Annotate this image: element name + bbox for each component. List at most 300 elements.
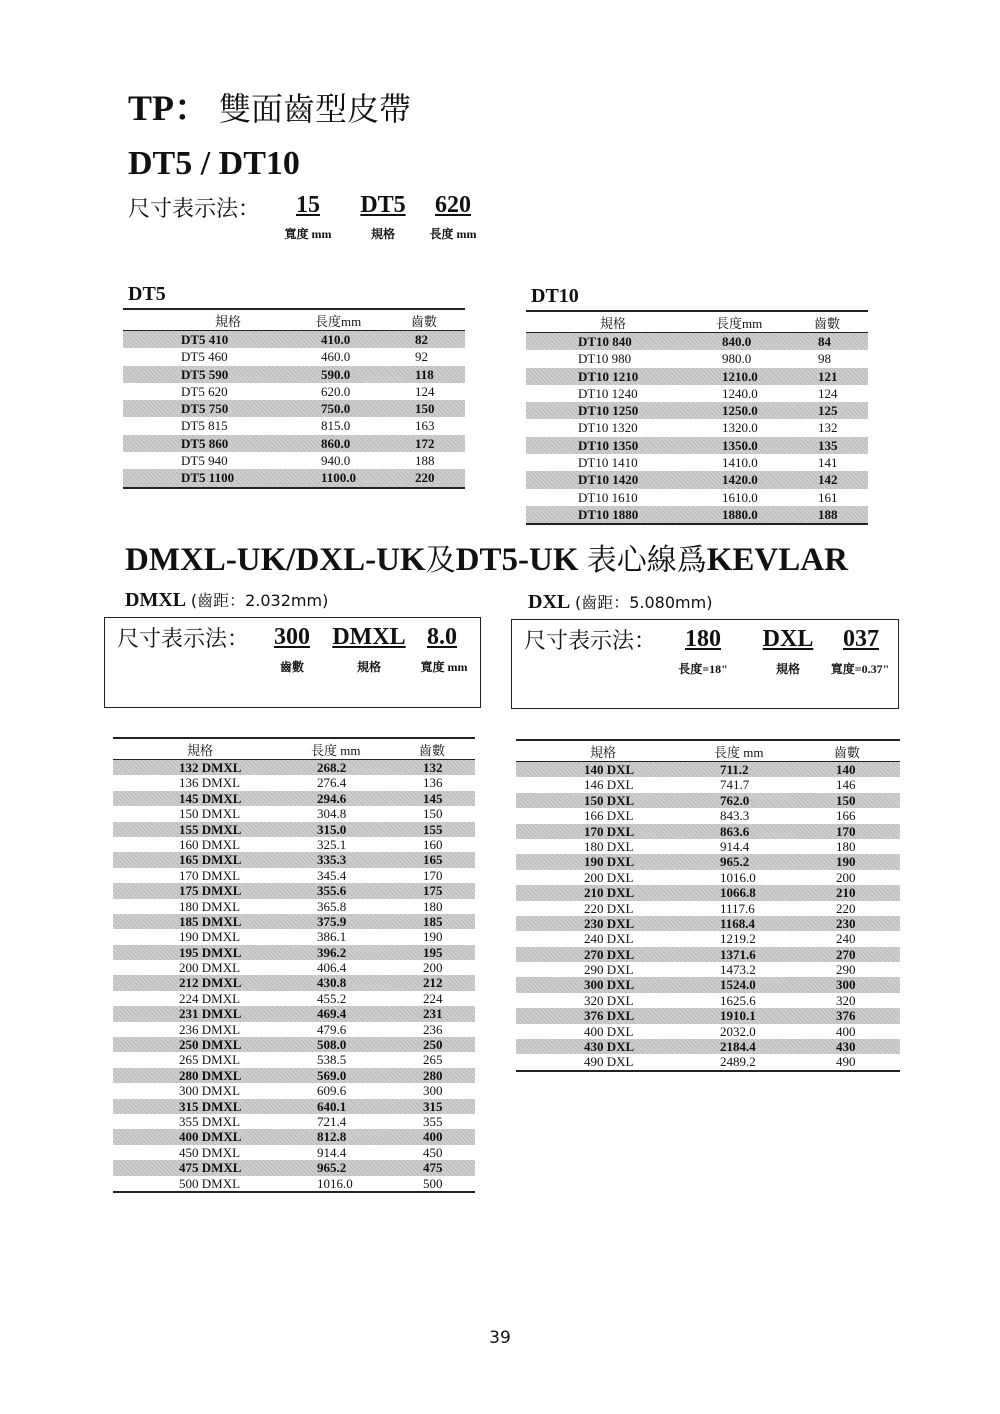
table-cell: 455.2 <box>317 990 347 1006</box>
table-cell: DT10 1610 <box>578 489 638 505</box>
table-cell: 150 <box>415 401 435 417</box>
notation-label: 尺寸表示法： <box>128 197 261 222</box>
table-cell: 840.0 <box>722 334 752 349</box>
table-cell: 165 DMXL <box>179 852 242 868</box>
table-cell: 538.5 <box>317 1052 347 1068</box>
table-row <box>123 348 465 365</box>
table-cell: DT10 980 <box>578 351 632 367</box>
table-cell: 965.2 <box>317 1160 347 1176</box>
table-cell: 155 <box>423 821 443 837</box>
table-cell: DT5 940 <box>181 453 228 469</box>
table-row <box>526 368 868 385</box>
table-row <box>516 962 900 977</box>
table-row <box>123 469 465 486</box>
column-header: 長度mm <box>716 316 763 331</box>
table-cell: 150 DMXL <box>179 806 241 822</box>
table-row <box>516 1039 900 1054</box>
table-cell: 355.6 <box>317 883 347 899</box>
table-cell: 268.2 <box>317 760 347 775</box>
page-title <box>128 80 411 131</box>
table-row <box>113 1145 475 1160</box>
table-cell: 376 <box>836 1008 856 1024</box>
table-row <box>516 931 900 946</box>
table-row <box>516 854 900 869</box>
table-cell: 450 <box>423 1144 443 1160</box>
table-cell: DT5 815 <box>181 418 228 434</box>
table-row <box>526 402 868 419</box>
table-cell: 98 <box>818 351 831 367</box>
table-bottom-rule <box>113 1191 475 1193</box>
table-cell: 320 <box>836 992 856 1008</box>
table-cell: 386.1 <box>317 929 347 945</box>
table-cell: 150 DXL <box>584 792 635 808</box>
table-row <box>113 960 475 975</box>
table-cell: 118 <box>415 366 434 382</box>
page-title-prefix: TP： <box>128 88 211 128</box>
table-cell: 1420.0 <box>722 472 758 488</box>
table-cell: 132 DMXL <box>179 760 242 775</box>
table-cell: 335.3 <box>317 852 347 868</box>
table-cell: 812.8 <box>317 1129 347 1145</box>
table-cell: 124 <box>415 383 435 399</box>
table-cell: 1240.0 <box>722 385 758 401</box>
table-cell: 170 DMXL <box>179 867 241 883</box>
table-cell: 250 DMXL <box>179 1037 242 1053</box>
table-row <box>526 471 868 488</box>
table-cell: 1880.0 <box>722 506 758 522</box>
table-cell: 965.2 <box>720 854 750 870</box>
table-row <box>113 1006 475 1021</box>
table-cell: 132 <box>818 420 838 436</box>
table-cell: 220 DXL <box>584 900 634 916</box>
kevlar-heading-part2: DT5-UK <box>455 542 579 578</box>
table-cell: 212 DMXL <box>179 975 242 991</box>
table-cell: 640.1 <box>317 1098 347 1114</box>
kevlar-heading-part3: KEVLAR <box>706 542 848 578</box>
table-cell: 236 DMXL <box>179 1021 241 1037</box>
table-cell: DT10 1240 <box>578 385 638 401</box>
table-row <box>526 454 868 471</box>
dmxl-pitch-value: (齒距：2.032mm) <box>190 591 329 610</box>
table-cell: 863.6 <box>720 823 750 839</box>
table-cell: 711.2 <box>720 762 749 777</box>
table-cell: 400 <box>836 1023 856 1039</box>
column-header: 規格 <box>187 743 214 758</box>
table-cell: 135 <box>818 437 838 453</box>
table-row <box>516 1008 900 1023</box>
table-row <box>516 885 900 900</box>
table-header <box>123 308 465 331</box>
table-cell: 125 <box>818 403 838 419</box>
table-cell: 188 <box>415 453 435 469</box>
table-cell: 1117.6 <box>720 900 755 916</box>
table-cell: 185 <box>423 913 443 929</box>
table-cell: DT5 750 <box>181 401 229 417</box>
table-cell: 172 <box>415 435 435 451</box>
table-row <box>516 870 900 885</box>
table-cell: 212 <box>423 975 443 991</box>
table-cell: 142 <box>818 472 838 488</box>
table-cell: 124 <box>818 385 838 401</box>
table-cell: 224 <box>423 990 443 1006</box>
table-cell: 400 DXL <box>584 1023 634 1039</box>
notation-value-width: 15 <box>296 192 320 218</box>
notation-sub-spec: 規格 <box>370 227 395 241</box>
dxl-pitch-name: DXL <box>528 591 571 613</box>
notation-sub-width: 寬度 mm <box>420 660 468 674</box>
table-cell: 1410.0 <box>722 455 758 471</box>
table-cell: 1210.0 <box>722 368 758 384</box>
dt10-section-title: DT10 <box>531 285 579 307</box>
table-cell: 136 DMXL <box>179 775 241 791</box>
table-cell: 150 <box>423 806 443 822</box>
table-cell: 345.4 <box>317 867 347 883</box>
table-cell: 224 DMXL <box>179 990 241 1006</box>
table-row <box>516 947 900 962</box>
table-cell: 620.0 <box>321 383 351 399</box>
table-cell: 1168.4 <box>720 915 756 931</box>
table-header <box>526 310 868 333</box>
table-cell: 1610.0 <box>722 489 758 505</box>
column-header: 規格 <box>590 745 617 760</box>
table-cell: DT5 1100 <box>181 470 235 486</box>
table-cell: 475 DMXL <box>179 1160 242 1176</box>
table-cell: 365.8 <box>317 898 347 914</box>
table-cell: 140 DXL <box>584 762 635 777</box>
table-row <box>516 1024 900 1039</box>
table-cell: 136 <box>423 775 443 791</box>
table-row <box>113 852 475 867</box>
table-cell: 165 <box>423 852 443 868</box>
table-cell: 132 <box>423 760 443 775</box>
table-cell: 2032.0 <box>720 1023 756 1039</box>
table-cell: 914.4 <box>317 1144 347 1160</box>
column-header: 長度 mm <box>714 745 764 760</box>
table-cell: 146 DXL <box>584 777 634 793</box>
table-cell: 590.0 <box>321 366 351 382</box>
notation-value-width: 037 <box>843 626 879 652</box>
table-cell: 430 DXL <box>584 1039 635 1055</box>
table-cell: 410.0 <box>321 332 351 347</box>
table-row <box>516 824 900 839</box>
dxl-pitch <box>528 590 712 614</box>
table-cell: 569.0 <box>317 1067 347 1083</box>
table-row <box>113 1022 475 1037</box>
notation-sub-width: 寬度=0.37" <box>830 662 890 676</box>
table-cell: 230 DXL <box>584 915 635 931</box>
table-cell: 315.0 <box>317 821 347 837</box>
notation-value-spec: DT5 <box>360 192 406 218</box>
table-row <box>516 901 900 916</box>
column-header: 長度 mm <box>311 743 361 758</box>
table-cell: 82 <box>415 332 428 347</box>
table-cell: 2489.2 <box>720 1054 756 1070</box>
column-header: 長度mm <box>315 314 362 329</box>
table-cell: 1473.2 <box>720 962 756 978</box>
notation-sub-teeth: 齒數 <box>279 660 304 674</box>
notation-value-teeth: 300 <box>274 624 310 650</box>
table-row <box>113 1052 475 1067</box>
table-cell: 490 <box>836 1054 856 1070</box>
table-cell: 92 <box>415 349 428 365</box>
table-cell: 300 DXL <box>584 977 635 993</box>
table-cell: 940.0 <box>321 453 351 469</box>
notation-sub-length: 長度=18" <box>678 662 728 676</box>
table-cell: 355 DMXL <box>179 1113 241 1129</box>
table-cell: 190 DXL <box>584 854 635 870</box>
table-cell: 185 DMXL <box>179 913 242 929</box>
table-row <box>113 1037 475 1052</box>
table-cell: 320 DXL <box>584 992 634 1008</box>
table-cell: 400 DMXL <box>179 1129 242 1145</box>
table-cell: 166 <box>836 808 856 824</box>
table-cell: 400 <box>423 1129 443 1145</box>
notation-dt <box>128 192 508 242</box>
table-cell: DT5 860 <box>181 435 229 451</box>
table-cell: 160 <box>423 836 443 852</box>
column-header: 規格 <box>600 316 627 331</box>
table-cell: 160 DMXL <box>179 836 241 852</box>
table-cell: 170 DXL <box>584 823 635 839</box>
notation-dmxl <box>117 622 477 682</box>
table-cell: 145 <box>423 790 443 806</box>
table-cell: 180 <box>423 898 443 914</box>
table-cell: 200 <box>836 869 856 885</box>
table-row <box>113 991 475 1006</box>
notation-value-width: 8.0 <box>427 624 457 650</box>
table-cell: 175 <box>423 883 443 899</box>
table-row <box>526 489 868 506</box>
table-cell: 376 DXL <box>584 1008 635 1024</box>
table-header <box>516 739 900 762</box>
table-cell: 146 <box>836 777 856 793</box>
table-row <box>113 760 475 775</box>
table-row <box>123 452 465 469</box>
table-cell: 200 <box>423 960 443 976</box>
dmxl-notation-box <box>104 617 481 708</box>
table-row <box>526 419 868 436</box>
table-row <box>113 822 475 837</box>
notation-value-spec: DMXL <box>332 624 406 650</box>
table-cell: 180 DXL <box>584 838 634 854</box>
table-cell: 300 DMXL <box>179 1083 241 1099</box>
table-row <box>113 1160 475 1175</box>
table-cell: 84 <box>818 334 831 349</box>
table-cell: 180 <box>836 838 856 854</box>
notation-dxl <box>524 624 894 684</box>
table-cell: 141 <box>818 455 838 471</box>
kevlar-heading-part1: DMXL-UK/DXL-UK <box>125 542 426 578</box>
table-cell: DT10 1410 <box>578 455 638 471</box>
table-row <box>526 350 868 367</box>
table-cell: 396.2 <box>317 944 347 960</box>
table-cell: 231 <box>423 1006 443 1022</box>
table-cell: 762.0 <box>720 792 750 808</box>
table-cell: 1625.6 <box>720 992 756 1008</box>
table-cell: 231 DMXL <box>179 1006 242 1022</box>
table-row <box>526 385 868 402</box>
notation-value-length: 180 <box>685 626 721 652</box>
dxl-pitch-value: (齒距：5.080mm) <box>574 593 713 612</box>
table-cell: 1100.0 <box>321 470 357 486</box>
table-row <box>123 417 465 434</box>
table-row <box>516 777 900 792</box>
table-cell: 280 <box>423 1067 443 1083</box>
table-cell: 315 DMXL <box>179 1098 242 1114</box>
table-cell: 140 <box>836 762 856 777</box>
table-cell: 280 DMXL <box>179 1067 242 1083</box>
column-header: 齒數 <box>419 743 446 758</box>
table-cell: 469.4 <box>317 1006 347 1022</box>
table-cell: 750.0 <box>321 401 351 417</box>
table-cell: 240 DXL <box>584 931 634 947</box>
table-row <box>113 806 475 821</box>
dxl-table <box>516 739 900 1072</box>
table-cell: 220 <box>415 470 435 486</box>
table-cell: 161 <box>818 489 838 505</box>
table-cell: 121 <box>818 368 838 384</box>
notation-sub-width: 寬度 mm <box>284 227 332 241</box>
notation-label: 尺寸表示法： <box>524 629 657 654</box>
table-cell: 236 <box>423 1021 443 1037</box>
table-cell: 500 <box>423 1175 443 1191</box>
table-cell: 741.7 <box>720 777 750 793</box>
table-row <box>516 993 900 1008</box>
table-row <box>113 929 475 944</box>
table-row <box>113 1083 475 1098</box>
table-row <box>123 435 465 452</box>
table-cell: 490 DXL <box>584 1054 634 1070</box>
table-cell: 406.4 <box>317 960 347 976</box>
dmxl-pitch <box>125 588 328 612</box>
notation-value-spec: DXL <box>762 626 814 652</box>
table-cell: 815.0 <box>321 418 351 434</box>
table-cell: 1250.0 <box>722 403 758 419</box>
table-row <box>113 975 475 990</box>
table-row <box>516 793 900 808</box>
notation-sub-spec: 規格 <box>775 662 800 676</box>
table-bottom-rule <box>526 523 868 525</box>
table-row <box>113 1176 475 1191</box>
table-row <box>113 899 475 914</box>
table-row <box>113 775 475 790</box>
table-row <box>516 839 900 854</box>
table-cell: 170 <box>836 823 856 839</box>
page-subtitle: DT5 / DT10 <box>128 145 300 182</box>
table-cell: DT10 1350 <box>578 437 639 453</box>
table-cell: 265 DMXL <box>179 1052 241 1068</box>
table-cell: 150 <box>836 792 856 808</box>
table-row <box>516 1054 900 1069</box>
table-cell: 294.6 <box>317 790 347 806</box>
table-cell: 315 <box>423 1098 443 1114</box>
table-header <box>113 737 475 760</box>
table-cell: 1350.0 <box>722 437 758 453</box>
table-cell: 980.0 <box>722 351 752 367</box>
table-cell: 430 <box>836 1039 856 1055</box>
table-cell: 508.0 <box>317 1037 347 1053</box>
table-cell: 1016.0 <box>720 869 756 885</box>
table-row <box>123 366 465 383</box>
table-cell: 914.4 <box>720 838 750 854</box>
table-cell: 304.8 <box>317 806 347 822</box>
table-cell: DT10 1250 <box>578 403 639 419</box>
table-cell: 843.3 <box>720 808 750 824</box>
kevlar-heading-cjk1: 及 <box>425 543 456 578</box>
table-cell: 270 <box>836 946 856 962</box>
table-cell: 190 <box>836 854 856 870</box>
table-cell: 375.9 <box>317 913 347 929</box>
table-row <box>113 1129 475 1144</box>
table-cell: DT10 1210 <box>578 368 639 384</box>
table-cell: 460.0 <box>321 349 351 365</box>
table-cell: 200 DMXL <box>179 960 241 976</box>
table-cell: 210 <box>836 885 856 901</box>
table-row <box>113 883 475 898</box>
table-cell: 265 <box>423 1052 443 1068</box>
table-row <box>516 808 900 823</box>
table-cell: 155 DMXL <box>179 821 242 837</box>
table-cell: DT5 460 <box>181 349 228 365</box>
table-bottom-rule <box>516 1070 900 1072</box>
table-row <box>516 977 900 992</box>
table-row <box>516 916 900 931</box>
table-row <box>113 1114 475 1129</box>
table-cell: 240 <box>836 931 856 947</box>
table-cell: 210 DXL <box>584 885 635 901</box>
table-cell: 166 DXL <box>584 808 634 824</box>
table-row <box>526 437 868 454</box>
table-cell: 1371.6 <box>720 946 756 962</box>
table-cell: 188 <box>818 506 838 522</box>
table-row <box>113 945 475 960</box>
table-cell: 200 DXL <box>584 869 634 885</box>
table-cell: 195 DMXL <box>179 944 242 960</box>
table-cell: 145 DMXL <box>179 790 242 806</box>
table-cell: 180 DMXL <box>179 898 241 914</box>
kevlar-heading <box>125 535 848 579</box>
table-cell: 450 DMXL <box>179 1144 241 1160</box>
column-header: 規格 <box>215 314 242 329</box>
table-cell: 609.6 <box>317 1083 347 1099</box>
table-row <box>113 791 475 806</box>
table-cell: 721.4 <box>317 1113 347 1129</box>
notation-label: 尺寸表示法： <box>117 627 250 652</box>
page-number: 39 <box>489 1328 511 1348</box>
notation-sub-spec: 規格 <box>356 660 381 674</box>
column-header: 齒數 <box>814 316 841 331</box>
table-cell: 175 DMXL <box>179 883 242 899</box>
notation-sub-length: 長度 mm <box>429 227 477 241</box>
table-cell: 300 <box>836 977 856 993</box>
table-cell: 163 <box>415 418 435 434</box>
table-cell: DT10 1320 <box>578 420 638 436</box>
table-cell: 475 <box>423 1160 443 1176</box>
table-cell: 479.6 <box>317 1021 347 1037</box>
dxl-notation-box <box>511 619 899 709</box>
table-cell: DT5 590 <box>181 366 229 382</box>
dt5-section-title: DT5 <box>128 283 166 305</box>
dt10-table <box>526 310 868 525</box>
table-row <box>516 762 900 777</box>
table-row <box>123 400 465 417</box>
table-cell: 270 DXL <box>584 946 635 962</box>
column-header: 齒數 <box>834 745 861 760</box>
table-cell: DT10 1880 <box>578 506 639 522</box>
table-cell: 276.4 <box>317 775 347 791</box>
table-cell: 1066.8 <box>720 885 756 901</box>
column-header: 齒數 <box>411 314 438 329</box>
